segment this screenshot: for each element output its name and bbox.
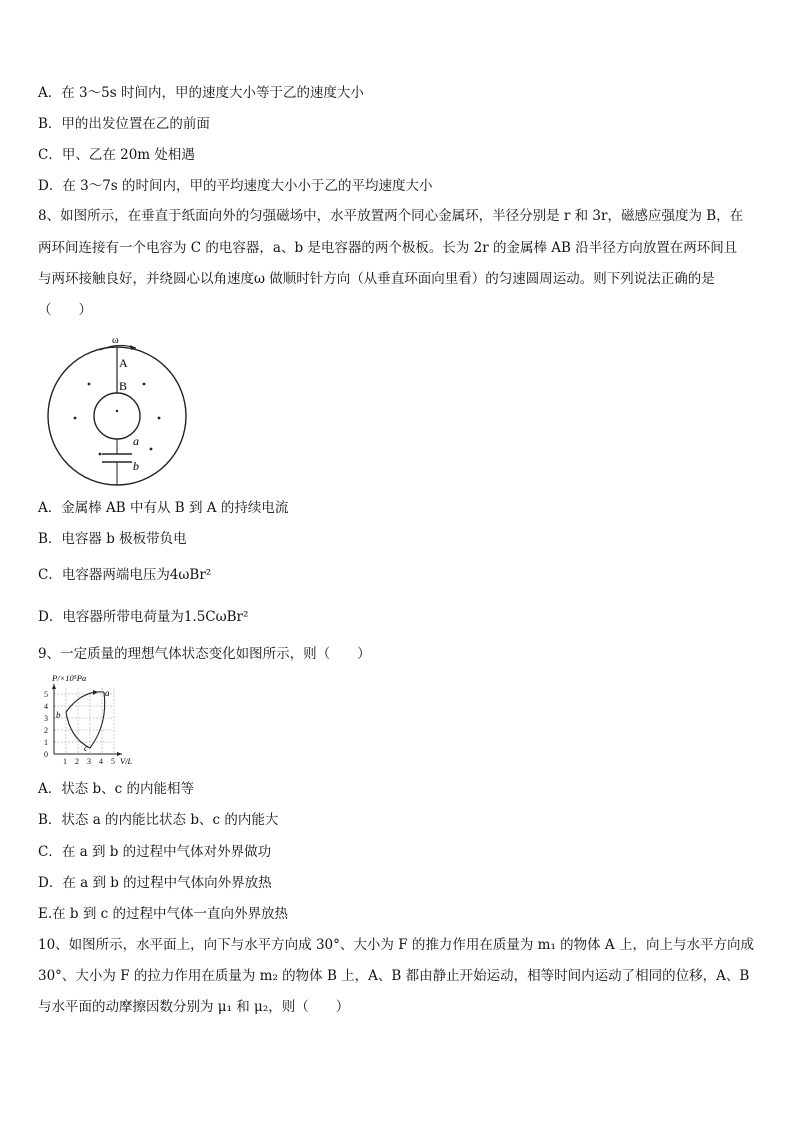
label-b-upper: B xyxy=(119,379,128,393)
x-axis-label: V/L xyxy=(120,756,133,766)
q9-option-c: C．在 a 到 b 的过程中气体对外界做功 xyxy=(38,844,272,860)
x-tick-2: 2 xyxy=(75,757,79,766)
y-tick-0: 0 xyxy=(44,750,48,759)
point-b-label: b xyxy=(56,710,61,720)
label-a-upper: A xyxy=(119,356,128,370)
omega-label: ω xyxy=(112,335,119,346)
q9-option-e: E.在 b 到 c 的过程中气体一直向外界放热 xyxy=(38,906,289,922)
x-tick-5: 5 xyxy=(111,757,115,766)
q10-stem-line-1: 10、如图所示，水平面上，向下与水平方向成 30°、大小为 F 的推力作用在质量为 m₁ 的物体 A 上，向上与水平方向成 xyxy=(38,937,754,953)
x-tick-4: 4 xyxy=(99,757,103,766)
q8-stem-line-3: 与两环接触良好，并绕圆心以角速度ω 做顺时针方向（从垂直环面向里看）的匀速圆周运动。则下列说法正确的是 xyxy=(38,271,715,287)
q9-option-d: D．在 a 到 b 的过程中气体向外界放热 xyxy=(38,875,272,891)
process-a-to-c-curve xyxy=(90,692,105,748)
y-tick-2: 2 xyxy=(44,726,48,735)
process-b-to-a-curve xyxy=(66,692,104,712)
y-axis-label: P/×10⁵Pa xyxy=(52,673,87,683)
plate-a-label: a xyxy=(133,434,139,448)
q8-stem-line-4: （ ） xyxy=(38,302,92,318)
q9-option-b: B．状态 a 的内能比状态 b、c 的内能大 xyxy=(38,812,279,828)
q8-stem-line-1: 8、如图所示，在垂直于纸面向外的匀强磁场中，水平放置两个同心金属环，半径分别是 r 和 3r，磁感应强度为 B，在 xyxy=(38,208,744,224)
q10-stem-line-3: 与水平面的动摩擦因数分别为 μ₁ 和 μ₂，则（ ） xyxy=(38,999,350,1015)
q8-concentric-rings-figure xyxy=(40,332,200,492)
y-tick-3: 3 xyxy=(44,714,48,723)
q8-option-c: C．电容器两端电压为4ωBr² xyxy=(38,567,212,583)
q7-option-c: C．甲、乙在 20m 处相遇 xyxy=(38,147,195,163)
q7-option-b: B．甲的出发位置在乙的前面 xyxy=(38,116,210,132)
q8-option-b: B．电容器 b 极板带负电 xyxy=(38,531,187,547)
q9-pv-graph xyxy=(38,672,158,772)
x-tick-3: 3 xyxy=(87,757,91,766)
q8-option-a: A．金属棒 AB 中有从 B 到 A 的持续电流 xyxy=(38,500,289,516)
q10-stem-line-2: 30°、大小为 F 的拉力作用在质量为 m₂ 的物体 B 上，A、B 都由静止开始运动，相等时间内运动了相同的位移，A、B xyxy=(38,968,750,984)
q7-option-d: D．在 3～7s 的时间内，甲的平均速度大小小于乙的平均速度大小 xyxy=(38,178,433,194)
y-tick-4: 4 xyxy=(44,702,48,711)
q9-stem: 9、一定质量的理想气体状态变化如图所示，则（ ） xyxy=(38,646,371,662)
q8-option-d: D．电容器所带电荷量为1.5CωBr² xyxy=(38,609,249,625)
y-tick-1: 1 xyxy=(44,738,48,747)
x-tick-1: 1 xyxy=(63,757,67,766)
point-c-label: c xyxy=(84,743,88,753)
y-axis-arrow-icon xyxy=(52,684,56,689)
inner-ring xyxy=(94,393,140,439)
plate-b-label: b xyxy=(133,459,139,473)
q7-option-a: A．在 3～5s 时间内，甲的速度大小等于乙的速度大小 xyxy=(38,85,364,101)
point-a-label: a xyxy=(105,688,110,698)
y-tick-5: 5 xyxy=(44,690,48,699)
q9-option-a: A．状态 b、c 的内能相等 xyxy=(38,781,195,797)
q8-stem-line-2: 两环间连接有一个电容为 C 的电容器，a、b 是电容器的两个极板。长为 2r 的金属棒 AB 沿半径方向放置在两环间且 xyxy=(38,240,738,256)
